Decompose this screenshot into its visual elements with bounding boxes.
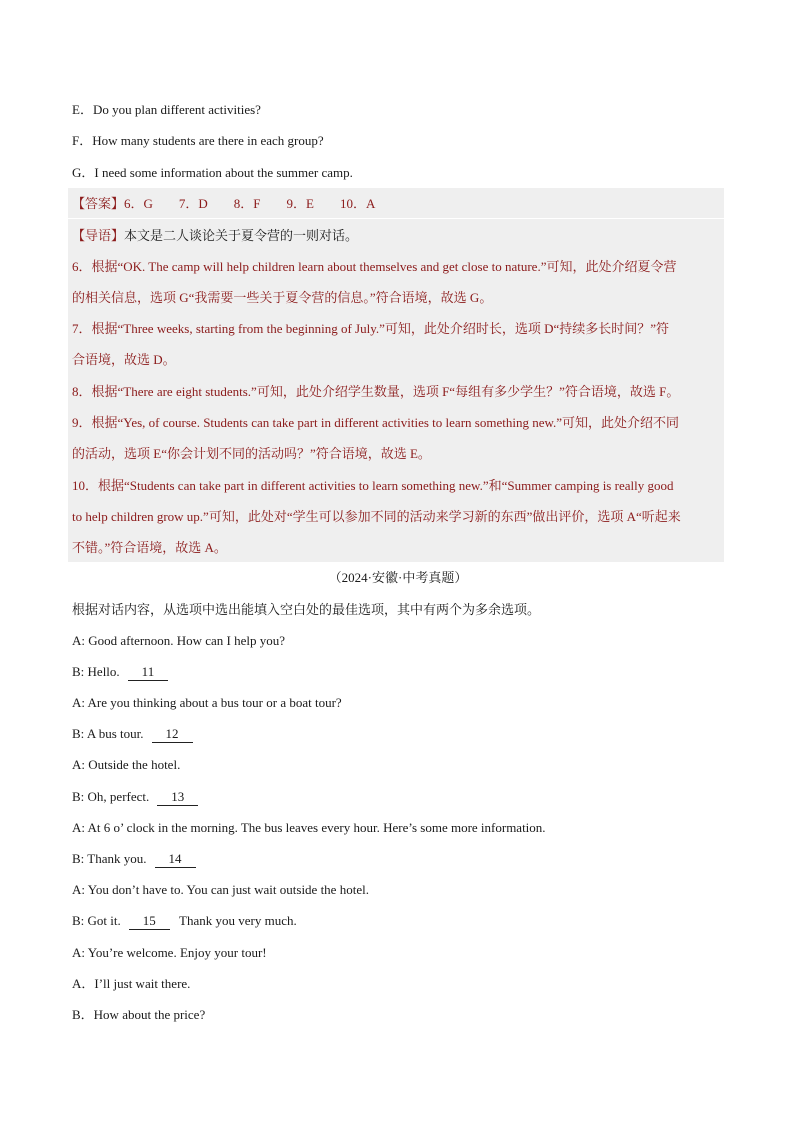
explanation-line: 9．根据“Yes, of course. Students can take part in different activities to learn something new.”可知，此处介绍不同	[72, 415, 680, 430]
option-b: B．How about the price?	[72, 1007, 206, 1022]
explanation-line: 8．根据“There are eight students.”可知，此处介绍学生数量，选项 F“每组有多少学生？”符合语境，故选 F。	[72, 384, 680, 399]
option-g: G．I need some information about the summer camp.	[72, 165, 353, 180]
answer-blank-11[interactable]: 11	[128, 664, 169, 681]
answer-text: 6．G 7．D 8．F 9．E 10．A	[124, 196, 376, 211]
dialogue-line: A: Good afternoon. How can I help you?	[72, 633, 285, 648]
explanation-line: 6．根据“OK. The camp will help children learn about themselves and get close to nature.”可知，此处介绍夏令营	[72, 259, 677, 274]
answer-blank-12[interactable]: 12	[152, 726, 193, 743]
dialogue-line: A: At 6 o’ clock in the morning. The bus leaves every hour. Here’s some more information.	[72, 820, 546, 835]
dialogue-text: B: Oh, perfect.	[72, 789, 150, 804]
dialogue-line	[72, 849, 724, 869]
explanation-line: 不错。”符合语境，故选 A。	[72, 540, 227, 555]
answer-blank-14[interactable]: 14	[155, 851, 196, 868]
dialogue-line	[72, 724, 724, 744]
guide-tag: 【导语】	[72, 228, 125, 243]
dialogue-line	[72, 662, 724, 682]
explanation-line: 7．根据“Three weeks, starting from the beginning of July.”可知，此处介绍时长，选项 D“持续多长时间？”符	[72, 321, 670, 336]
answer-tag: 【答案】	[72, 196, 125, 211]
dialogue-line: A: You’re welcome. Enjoy your tour!	[72, 945, 267, 960]
dialogue-line: A: Outside the hotel.	[72, 757, 181, 772]
dialogue-text: B: Thank you.	[72, 851, 147, 866]
source-label: （2024·安徽·中考真题）	[328, 570, 468, 585]
explanation-line: to help children grow up.”可知，此处对“学生可以参加不同的活动来学习新的东西”做出评价，选项 A“听起来	[72, 509, 681, 524]
option-f: F．How many students are there in each group?	[72, 133, 324, 148]
option-a: A．I’ll just wait there.	[72, 976, 191, 991]
dialogue-text: B: Got it.	[72, 913, 121, 928]
dialogue-text: B: A bus tour.	[72, 726, 144, 741]
guide-line	[72, 226, 720, 246]
guide-text: 本文是二人谈论关于夏令营的一则对话。	[124, 228, 359, 243]
dialogue-line: A: You don’t have to. You can just wait outside the hotel.	[72, 882, 369, 897]
dialogue-line	[72, 911, 724, 931]
dialogue-line	[72, 787, 724, 807]
option-e: E．Do you plan different activities?	[72, 102, 261, 117]
instruction-text: 根据对话内容，从选项中选出能填入空白处的最佳选项，其中有两个为多余选项。	[72, 602, 541, 617]
answer-line	[72, 194, 720, 214]
explanation-line: 合语境，故选 D。	[72, 352, 176, 367]
answer-block	[68, 188, 724, 562]
answer-blank-15[interactable]: 15	[129, 913, 170, 930]
block-divider	[68, 218, 724, 219]
explanation-line: 10．根据“Students can take part in different activities to learn something new.”和“Summer camping is really good	[72, 478, 674, 493]
dialogue-text: Thank you very much.	[179, 913, 297, 928]
dialogue-line: A: Are you thinking about a bus tour or a boat tour?	[72, 695, 342, 710]
answer-blank-13[interactable]: 13	[157, 789, 198, 806]
explanation-line: 的相关信息，选项 G“我需要一些关于夏令营的信息。”符合语境，故选 G。	[72, 290, 493, 305]
dialogue-text: B: Hello.	[72, 664, 120, 679]
explanation-line: 的活动，选项 E“你会计划不同的活动吗？”符合语境，故选 E。	[72, 446, 431, 461]
